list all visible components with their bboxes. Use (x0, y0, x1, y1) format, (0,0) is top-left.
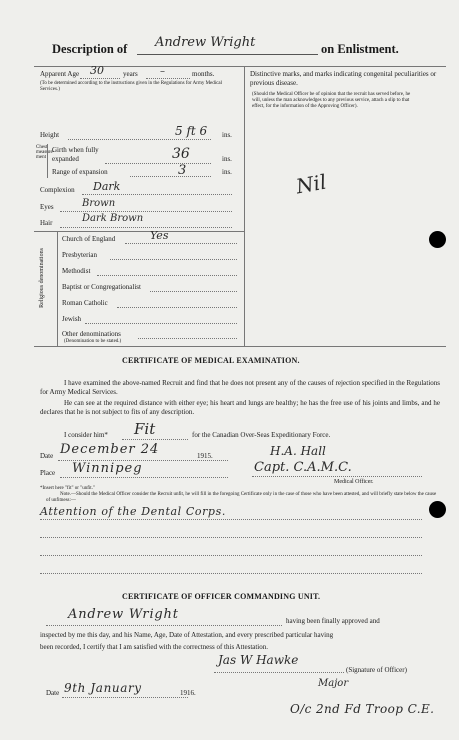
medical-remark: Attention of the Dental Corps. (40, 505, 226, 518)
religion-label: Religious denominations (39, 248, 45, 308)
remark-line-2 (40, 537, 422, 538)
religion-5-line (85, 323, 237, 324)
medical-date-label: Date (40, 452, 54, 460)
consider-line (122, 439, 188, 440)
medical-place-label: Place (40, 469, 56, 477)
religion-4-line (117, 307, 237, 308)
oc-text3: been recorded, I certify that I am satisfied with the correctness of this Attestation. (40, 643, 269, 651)
height-label: Height (40, 131, 60, 139)
hair-line (60, 227, 232, 228)
oc-signature-label: (Signature of Officer) (346, 666, 407, 674)
remark-line-1 (40, 519, 422, 520)
name-line (137, 54, 318, 55)
age-years-line (80, 78, 120, 79)
age-months-line (146, 78, 190, 79)
years-label: years (123, 70, 138, 78)
header-description-of: Description of (52, 42, 128, 56)
section-border (34, 346, 446, 347)
range-value: 3 (178, 163, 187, 178)
religion-2-line (97, 275, 237, 276)
eyes-value: Brown (82, 198, 116, 209)
age-years-value: 30 (90, 64, 104, 77)
medical-para2: He can see at the required distance with either eye; his heart and lungs are healthy; he has the free use of his joints and limbs, and he declares that he is not subject to fits of any description. (40, 399, 440, 416)
girth-label: Girth when fully expanded (52, 146, 99, 163)
oc-text2: inspected by me this day, and his Name, Age, Date of Attestation, and every prescribed particular having (40, 631, 334, 639)
range-ins: ins. (222, 168, 232, 176)
girth-line (105, 163, 211, 164)
religion-3-label: Baptist or Congregationalist (62, 283, 141, 291)
medical-signature-line (252, 476, 422, 477)
oc-title: CERTIFICATE OF OFFICER COMMANDING UNIT. (122, 592, 321, 601)
chest-bracket (47, 144, 48, 178)
apparent-age-label: Apparent Age (40, 70, 80, 78)
religion-1-line (110, 259, 237, 260)
height-ins: ins. (222, 131, 232, 139)
marks-note: (Should the Medical Officer be of opinion that the recruit has served before, he will, unless the man acknowledges to any previous service, attach a slip to that effect, for the information of the Approving Officer). (252, 92, 411, 109)
remark-line-4 (40, 573, 422, 574)
religion-top (34, 231, 244, 232)
religion-1-label: Presbyterian (62, 251, 97, 259)
complexion-value: Dark (93, 180, 121, 193)
oc-rank: Major (318, 678, 349, 689)
medical-note: Note.—Should the Medical Officer consider the Recruit unfit, he will fill in the foregoing Certificate only in the case of those who have been attested, and will briefly state below the cause of unfitness:— (46, 492, 437, 503)
oc-signature: Jas W Hawke (218, 653, 299, 667)
range-label: Range of expansion (52, 168, 108, 176)
height-value: 5 ft 6 (175, 124, 208, 138)
oc-date-value: 9th January (64, 681, 142, 695)
religion-divider (57, 231, 58, 346)
medical-place-line (60, 477, 228, 478)
medical-rank: Capt. C.A.M.C. (254, 460, 352, 475)
oc-name: Andrew Wright (68, 607, 179, 622)
religion-0-value: Yes (150, 229, 169, 242)
medical-place-value: Winnipeg (72, 461, 143, 476)
consider-value: Fit (134, 420, 156, 438)
religion-2-label: Methodist (62, 267, 91, 275)
other-note: (Denomination to be stated.) (64, 339, 122, 344)
girth-ins: ins. (222, 155, 232, 163)
age-note: (To be determined according to the instructions given in the Regulations for Army Medical Services.) (40, 81, 222, 92)
range-line (130, 176, 211, 177)
religion-0-line (125, 243, 237, 244)
religion-3-line (150, 291, 237, 292)
consider-text-b: for the Canadian Over-Seas Expeditionary Force. (192, 431, 331, 439)
oc-date-year: 1916. (180, 689, 196, 697)
medical-date-value: December 24 (60, 442, 160, 457)
marks-value: Nil (294, 169, 329, 199)
complexion-label: Complexion (40, 186, 75, 194)
religion-6-line (138, 338, 237, 339)
medical-signature: H.A. Hall (270, 444, 326, 458)
religion-0-label: Church of England (62, 235, 116, 243)
complexion-line (82, 194, 232, 195)
eyes-label: Eyes (40, 203, 54, 211)
column-divider (244, 66, 245, 346)
oc-signature-line (214, 672, 344, 673)
oc-date-label: Date (46, 689, 60, 697)
oc-text1: having been finally approved and (286, 617, 380, 625)
religion-5-label: Jewish (62, 315, 82, 323)
medical-date-year: 1915. (197, 452, 213, 460)
religion-6-label: Other denominations (62, 330, 121, 338)
oc-date-line (62, 697, 188, 698)
eyes-line (60, 211, 232, 212)
religion-4-label: Roman Catholic (62, 299, 108, 307)
hair-value: Dark Brown (82, 213, 144, 224)
height-line (68, 139, 211, 140)
months-label: months. (192, 70, 215, 78)
age-months-value: – (160, 66, 165, 77)
hair-label: Hair (40, 219, 53, 227)
medical-para1: I have examined the above-named Recruit and find that he does not present any of the causes of rejection specified in the Regulations for Army Medical Services. (40, 379, 440, 396)
chest-label: Chest measure-ment (36, 145, 55, 160)
consider-text-a: I consider him* (64, 431, 108, 439)
oc-unit: O/c 2nd Fd Troop C.E. (290, 702, 435, 716)
remark-line-3 (40, 555, 422, 556)
header-name: Andrew Wright (155, 35, 256, 50)
oc-name-line (46, 625, 282, 626)
medical-officer-label: Medical Officer. (334, 479, 374, 485)
marks-title: Distinctive marks, and marks indicating congenital peculiarities or previous disease. (250, 70, 437, 87)
medical-title: CERTIFICATE OF MEDICAL EXAMINATION. (122, 356, 300, 365)
medical-footnote: *Insert here "fit" or "unfit." (40, 486, 95, 491)
girth-value: 36 (172, 146, 190, 162)
header-on-enlistment: on Enlistment. (321, 42, 399, 56)
punch-hole-top (429, 231, 446, 248)
